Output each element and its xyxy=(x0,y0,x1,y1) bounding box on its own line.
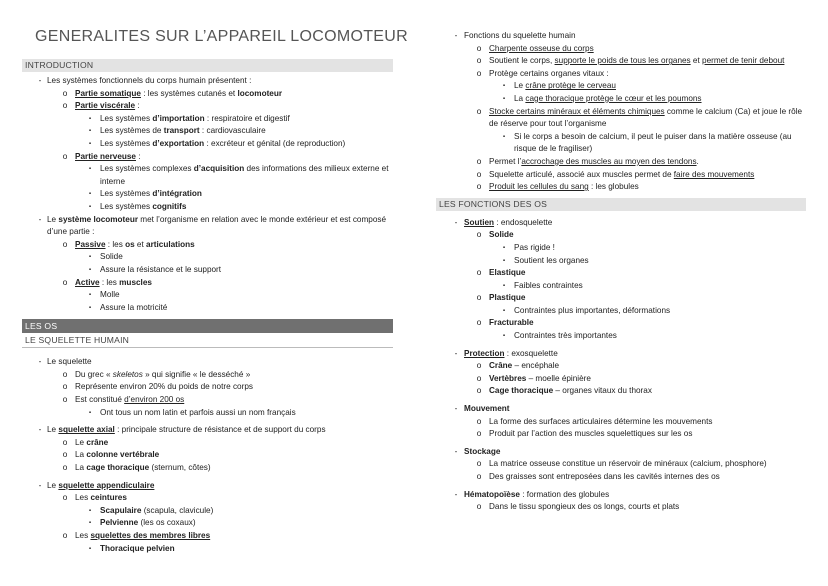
list-item: - Mouvement xyxy=(454,404,510,414)
list-item: ▪ Faibles contraintes xyxy=(502,280,583,290)
list-item: ▪ Solide xyxy=(88,252,123,262)
list-item: - Le squelette axial : principale structure de résistance et de support du corps xyxy=(38,425,326,435)
list-item: o Cage thoracique – organes vitaux du thorax xyxy=(476,386,652,396)
list-item: o Soutient le corps, supporte le poids de tous les organes et permet de tenir debout xyxy=(476,56,785,66)
list-item: ▪ Les systèmes d’exportation : excréteur et génital (de reproduction) xyxy=(88,138,346,148)
list-item: o Permet l’accrochage des muscles au moyen des tendons. xyxy=(476,156,699,166)
list-item: o Produit par l’action des muscles squelettiques sur les os xyxy=(476,429,693,439)
list-item: ▪ La cage thoracique protège le cœur et les poumons xyxy=(502,93,702,103)
section-heading-introduction: INTRODUCTION xyxy=(22,59,393,72)
list-item: ▪ Pas rigide ! xyxy=(502,242,555,252)
list-item: o Produit les cellules du sang : les globules xyxy=(476,182,639,192)
list-item: o Vertèbres – moelle épinière xyxy=(476,373,591,383)
list-item: o Protège certains organes vitaux : xyxy=(476,68,609,78)
list-item: o Du grec « skeletos » qui signifie « le desséché » xyxy=(62,369,251,379)
list-item: o Des graisses sont entreposées dans les cavités internes des os xyxy=(476,472,720,481)
list-item: - Hématopoïèse : formation des globules xyxy=(454,489,610,499)
right-column xyxy=(436,0,806,514)
list-item: o Dans le tissu spongieux des os longs, courts et plats xyxy=(476,502,680,512)
list-item: o Le crâne xyxy=(62,437,109,447)
list-item: o Partie nerveuse : xyxy=(62,151,141,161)
list-item: - Fonctions du squelette humain xyxy=(454,31,576,40)
list-item: ▪ Soutient les organes xyxy=(502,255,589,265)
page-title: GENERALITES SUR L’APPAREIL LOCOMOTEUR xyxy=(35,28,408,45)
list-item: o Crâne – encéphale xyxy=(476,361,560,371)
list-item: o Les ceintures xyxy=(62,493,127,503)
left-column xyxy=(22,0,408,555)
list-item: - Le système locomoteur met l’organisme en relation avec le monde extérieur et est composé d’une partie : xyxy=(38,214,387,237)
list-item: o Représente environ 20% du poids de notre corps xyxy=(62,382,253,392)
list-item: ▪ Les systèmes d’intégration xyxy=(88,189,202,199)
list-item: ▪ Molle xyxy=(88,290,120,300)
list-item: - Soutien : endosquelette xyxy=(454,217,553,227)
list-item: ▪ Thoracique pelvien xyxy=(88,543,175,553)
list-item: o Active : les muscles xyxy=(62,277,152,287)
list-item: ▪ Le crâne protège le cerveau xyxy=(502,81,616,91)
list-item: ▪ Scapulaire (scapula, clavicule) xyxy=(88,505,214,515)
list-item: ▪ Assure la motricité xyxy=(88,302,168,312)
list-item: ▪ Contraintes plus importantes, déformations xyxy=(502,305,671,315)
list-item: o Charpente osseuse du corps xyxy=(476,43,594,53)
list-item: o Les squelettes des membres libres xyxy=(62,531,211,540)
list-item: ▪ Ont tous un nom latin et parfois aussi un nom français xyxy=(88,407,296,417)
subsection-heading-squelette-humain: LE SQUELETTE HUMAIN xyxy=(22,333,393,348)
section-heading-les-os: LES OS xyxy=(22,319,393,333)
list-item: ▪ Les systèmes complexes d’acquisition des informations des milieux externe et interne xyxy=(88,164,389,186)
section-heading-fonctions-des-os: LES FONCTIONS DES OS xyxy=(436,198,806,211)
list-item: o Stocke certains minéraux et éléments chimiques comme le calcium (Ca) et joue le rôle de réserve pour tout l’organisme xyxy=(476,106,803,129)
list-item: ▪ Les systèmes d’importation : respiratoire et digestif xyxy=(88,113,290,123)
list-item: - Le squelette xyxy=(38,357,92,367)
list-item: o La forme des surfaces articulaires détermine les mouvements xyxy=(476,416,713,426)
list-item: o La matrice osseuse constitue un réservoir de minéraux (calcium, phosphore) xyxy=(476,459,767,469)
list-item: o Solide xyxy=(476,230,514,240)
list-item: ▪ Si le corps a besoin de calcium, il peut le puiser dans la matière osseuse (au risque de le fragiliser) xyxy=(502,131,792,154)
list-item: o Partie somatique : les systèmes cutanés et locomoteur xyxy=(62,88,283,98)
list-item: ▪ Les systèmes cognitifs xyxy=(88,201,187,211)
list-item: ▪ Les systèmes de transport : cardiovasculaire xyxy=(88,126,266,136)
list-item: ▪ Assure la résistance et le support xyxy=(88,264,222,274)
list-item: - Les systèmes fonctionnels du corps humain présentent : xyxy=(38,76,252,85)
list-item: - Le squelette appendiculaire xyxy=(38,480,155,490)
list-item: o Est constitué d’environ 200 os xyxy=(62,395,185,405)
list-item: o Fracturable xyxy=(476,318,534,328)
list-item: o La cage thoracique (sternum, côtes) xyxy=(62,463,211,473)
list-item: ▪ Contraintes très importantes xyxy=(502,331,617,341)
list-item: o Elastique xyxy=(476,268,526,278)
list-item: o La colonne vertébrale xyxy=(62,450,160,460)
list-item: o Squelette articulé, associé aux muscles permet de faire des mouvements xyxy=(476,169,755,179)
list-item: o Plastique xyxy=(476,293,526,303)
list-item: o Partie viscérale : xyxy=(62,101,140,111)
list-item: o Passive : les os et articulations xyxy=(62,239,195,249)
list-item: ▪ Pelvienne (les os coxaux) xyxy=(88,518,196,528)
list-item: - Protection : exosquelette xyxy=(454,348,558,358)
list-item: - Stockage xyxy=(454,446,501,456)
